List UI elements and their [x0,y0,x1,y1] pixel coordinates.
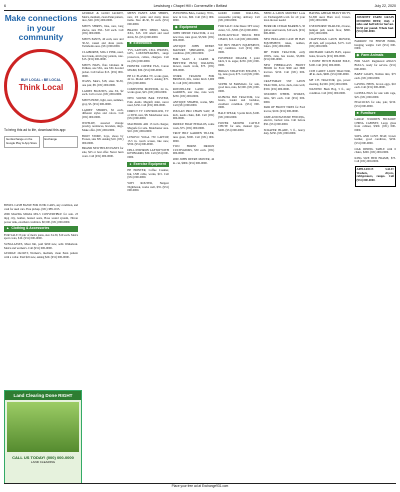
page-header [4,2,396,11]
listing: JEANS, Men's, $18, sizes 36-30, one pair, $8. (931) 000-0000. [82,79,124,88]
listing: POULAN PRO CHAIN SAW, 18 inch, needs chain, $40. Call (931) 000-0000. [172,108,215,121]
app-store-badge[interactable]: Get Exchange on the Google Play & App Store [4,136,40,147]
listing: MEN'S PANTS AND SHIRTS, new, 2X pants and many more items. Size 40-30, $5 each. (931) 000-0000. [127,11,169,26]
section-header-farm-animals: ◆ Farm Animals [355,53,396,58]
listing: TROY BILT GARDEN TILLER, runs great, $500. Call (931) 000-0000. [172,131,215,143]
boxed-listing [355,166,396,187]
listing: MEN'S HOSE, light, new, summer, gray, $5. (931) 000-0000. [82,98,124,106]
listing: SCRAPER BLADE, 5 ft., heavy duty, $250. (931) 000-0000. [263,127,306,136]
listing: LADIES' SHORTS, $5 each, different styles and colors. Call (931) 000-0000. [82,107,124,119]
listing: FARROW TO FINISH PORK, hanging weight. Call (931) 000-0000. [354,39,396,51]
listing: PRINTER COPIER FAX, Canon MX490, $30. (931) 000-0000. [127,64,169,72]
land-clearing-ad [4,390,82,484]
listing: LIME AND PASTURE FENCING, electric, barbed wire. Call before $50. (931) 000-0000. [263,114,306,126]
listing: ROTOTILLER LAND AND GARDEN, rear tine, runs well, $250. (931) 000-0000. [172,86,215,98]
listing: FOR SALE: 8 pair of men's jeans, size 34-30, $10 each. Men's sport coats, $10. (931) 000-0000. [4,232,78,241]
listing: HP PRINTER, Coffee Counter, Ink, USB cable, works, $15. Call (931) 000-0000. [127,168,169,180]
listing: CLAIBORNE, MIG 2 PINK, used, lace break, stitch gray pattern, cute. $15. (931) 000-0000. [82,49,124,62]
listing: LADIES BLOUSES, size 3X, $2 each. Call or text. (931) 000-0000. [82,88,124,97]
listing: JEWELRY, assorted vintage jewelry, necklaces, bracelets, rings. Make offer. (931) 000-0000. [82,120,124,132]
listing: TVS, LAPTOPS, CELL PHONES, GPS, LOUDSPEAKERS, surge protectors, cables, chargers. Call us. (931) 000-0000. [127,47,169,63]
listing: MEN'S PANTS, 40 each, new and 30-32, casual and dress pants. Tullahoma area. (931) 000-0000. [82,36,124,49]
listing: APPLIANCE SALE! Washers, dryers, refrigerators, ranges. Call (931) 000-0000. [356,167,394,183]
listing: PUNCHING BAG, Century, 70 lb., new in box, $60. Call (931) 000-0000. [172,11,215,23]
listing: SUPER M FARMALL for sale, good tires, runs, $2,500. (931) 000-0000. [218,81,260,93]
app-download [4,136,78,147]
ad-title: Land Clearing Done RIGHT [5,391,81,400]
listing: ORCHARD GRASS HAY, square bales, $4 each. (931) 000-0000. [309,49,351,58]
listing: GEORGE JACKET, Women's, medium, clean Penn pattern with a collar. Paid $45 new, asking $20. (931) 000-0000. [4,251,78,259]
listing: GUINEA PIGS for sale with cage, $25. (931) 000-0000. [354,91,396,99]
think-local-badge [4,49,78,123]
listing: MEN'S HATS, flats lolidaers & Pelikan, one 5XL, one 3XL hooded jacket. Call before $15. (931) 000-0000. [82,62,124,78]
listing: PEACOCKS for sale, pair, $150. (931) 000-0000. [354,100,396,108]
listing: WOODEN WHEEL SPOKES, rims, $25 each. Call (931) 000-0000. [263,92,306,104]
listing: 2006 MAZDA MIATA MX-5 CONVERTIBLE for sale. 23 mpg city, leather, heated seats, Bose sound system, Nitron power tank, excellent condition. $0,500. (931) 000-0000. [4,212,78,224]
shirt-icon: ▲ [6,226,10,231]
listing: WE BUY HEAVY EQUIPMENT, any condition. Call (931) 000-0000. [218,42,260,54]
tractor-icon: ◆ [174,24,178,29]
listing: HP LC PLASMA TV, works great, 42 in. Model 42PC3. Asking $75. (931) 000-0000. [127,73,169,85]
promo-note: To bring this ad to life, download this app: [4,127,67,132]
listing: NEED A LAWN MOWER? Look on Exchange931.com for all your lawn mower needs! [263,11,306,23]
listing: 3 POINT HITCH BOOM POLE, $100. Call (931) 000-0000. [309,59,351,67]
listing: GOOD CORD WALLING, reasonable pricing, delivery. Call (931) 000-0000. [218,11,260,23]
column-4 [173,12,214,484]
promo-title: Make connections in your community [4,13,78,43]
ad-phone[interactable]: CALL US TODAY! (000) 000-0000 [12,455,74,460]
listing: BRIGGS STRATTON ENGINE, 5 hp, runs good, $75. Call (931) 000-0000. [218,68,260,80]
page-date: July 22, 2020 [374,4,396,8]
listing: CRAFTSMAN 5XT LAWN TRACTOR, 42 in. deck, runs well, $350. (931) 000-0000. [263,79,306,91]
listing: NEW SOUND BAR SYSTEM, Polk Audio Magnifi mini, never used, $150. Call (931) 000-0000. [127,96,169,108]
column-8 [355,12,396,484]
boxed-listing [355,14,396,38]
tv-icon: ■ [129,41,132,46]
dumbbell-icon: ● [129,161,132,166]
column-5 [218,12,259,484]
listing: MEN'S SHIRTS, blue, new, long sleeve, size 3XL. $10 each. Call (931) 000-0000. [82,23,124,36]
section-header-furniture: ■ Furniture [355,111,396,116]
listing: BALE SPEAR, 3 point hitch, $100. (931) 000-0000. [218,111,260,119]
listing: ANTIQUE SHAPER, works, $80. Call (931) 000-0000. [172,99,215,108]
listing: SUNGLASSES, Maui Jim, paid $299 new, sells Walkabout. Men's and women's. Call (931) 000-0000. [4,241,78,250]
listing: KING SIZE BED FRAME, $75. Call (931) 000-0000. [354,155,396,164]
listing: DELL INSPIRON LAPTOP WITH KEYBOARD, $30. Call (931) 000-0000. [127,147,169,160]
column-3 [127,12,168,484]
listing: DUNCANVILLE TRUCK BED CHAIN, $15. Call (931) 000-0000. [218,33,260,41]
listing: CUB CADET LAWN TRACTOR, 48 in. deck, $900. (931) 000-0000. [309,68,351,77]
badge-top-text: BUY LOCAL • BE LOCAL [20,78,62,83]
column-7 [309,12,350,484]
listing: BABY GOATS, Nubian mix, $75 each. (931) 000-0000. [354,72,396,80]
column-2 [82,12,123,484]
listing: ANTIQUE JOHN DEERE MANURE SPREADER, good condition. (931) 000-0000. [172,44,215,56]
page-number: 6 [4,4,6,8]
listing: KUBOTA B26 TRACTOR, low hours, loader and backhoe, excellent condition. (931) 000-0000. [218,94,260,110]
listing: BOOT STORE, boys, shoes by Frozen, size 8/8. Asking $10. (931) 000-0000. [82,133,124,145]
column-6 [264,12,305,484]
listing: CRAFTSMAN LAWN MOWER, 20 inch, self propelled, $175. Call (931) 000-0000. [309,36,351,49]
listing: PADDLE BOAT PEDALOS, some work, $75. (931) 000-0000. [172,121,215,130]
listing: POWER MOWER CATTLE CHUTE for sale, manual type. $200. (931) 000-0000. [218,120,260,132]
listing: BRAND NEW SHIRT, Men's, XXL, $15. 100 small and used shirts, $5. (931) 000-0000. [127,27,169,39]
think-local-promo [4,14,78,204]
section-header-exercise: ● Exercise Equipment [127,162,168,167]
listing: DIRECT TV CONTROLLER, TV or DVR, new, $8. Manchester area. (931) 000-0000. [127,108,169,121]
sofa-icon: ■ [356,110,359,115]
listing: BURR OR CEDAR BARRELS, 50 gallon steel barrels, $10 each. (931) 000-0000. [263,23,306,36]
listing: SOFA AND LOVE SEAT, brown leather, good condition, $250. (931) 000-0000. [354,133,396,145]
listing: NEW HOLLAND CASE IH HAY EQUIPMENT, rakes, tedders, balers. (931) 000-0000. [263,36,306,49]
ad-sub: LAND CLEARING [30,460,56,464]
listing: NEW FIBERGLASS FRONT HOOD for Ford 3000 and 3600 tractors. $150. Call (931) 000-0000. [263,62,306,78]
listing: WANTED: Bush Hog, 5 ft., any condition. Call (931) 000-0000. [309,87,351,95]
listing: MF 135 TRACTOR, gas, power steering, $4,500. (931) 000-0000. [309,78,351,86]
section-header-equipment: ◆ Equipment [173,25,214,30]
listing: TWO HORSE DRAWN CULTIVATORS, $50 each. (931) 000-0000. [172,144,215,156]
excavator-image [7,402,79,452]
listing: 2000 JOHN DEERE MOWER, 42 in. cut, $900. (931) 000-0000. [172,157,215,165]
listing: PAIR OF FRONT TIRES for Ford tractor, $100. (931) 000-0000. [263,105,306,113]
listing: JOHN DEERE TRACTOR, 4 wd, new tires, runs great, $3,500. (931) 000-0000. [172,31,215,43]
listing: MF FORD TRACTOR, early 1950's, runs, has loader, $3,000. (931) 000-0000. [263,49,306,62]
listing: LAYING HENS, brown eggs, $10 each. Call (931) 000-0000. [354,81,396,90]
listing: BRAND NEW HELEN PANTS for sale, $25 or best offer. Never been worn. Call (931) 000-0000. [82,146,124,158]
badge-main-text: Think Local [18,83,64,93]
cow-icon: ◆ [356,52,360,57]
listing: LENOVO YOGA 730 LAPTOP, 13.3 in. touch screen, like new, $350. (931) 000-0000. [127,134,169,147]
listing: JOURNEY FARM GRAIN FINISHED BEEF, Only 2 sides and half left for harvest. $4.50 per pound. Whole beef. (931) 000-0000. [356,15,394,34]
listing: COMPUTER MONITOR, 24 in., works great, $25. (931) 000-0000. [127,86,169,95]
listing: WIFI ROUTER, Netgear Nighthawk, works well, $35. (931) 000-0000. [127,181,169,193]
listing: POSTHOLE DIGGER, 3 point hitch, 9 in. auger, $250. (931) 000-0000. [218,55,260,67]
listing: USED HORSE TRAILER, 2 horse, bumper pull, needs floor, $800. (931) 000-0000. [309,23,351,36]
listing: FOR SALE: Registered ANGUS BULLS, ready for service. (931) 000-0000. [354,59,396,71]
listing: FOR SALE: John Deere 3PT rotary cutter, 5 ft., $500. (931) 000-0000. [218,23,260,32]
listing: LARGE WOODEN HICKORY CHINA CABINET, Large glass front cabinet, $300. (931) 000-0000. [354,116,396,132]
listing: FOR SALE: 4 CARDS & BRYSTER HUSQ WALKING mower, needs work, $75. (931) 000-0000. [172,57,215,72]
page-footer: Place your free ad at Exchange931.com [4,483,396,490]
listing: BISSEL CASH BASSE FOR JUNK CARS, any condition, and cash for used cars. Free pickup. (931) 388-1015. [4,203,78,211]
listing: OAK DINING TABLE with 6 chairs, $200. (931) 000-0000. [354,146,396,155]
listing: GEORGE & GOLD JACKET, Men's, medium, clean Penn pattern, nice, $20. (931) 000-0000. [82,11,124,23]
exchange-logo: Exchange [43,136,79,147]
listing: MACBOOK AIR 13 inch charger, Magsafe for sale. Manchester area. $10. (931) 000-0000. [127,121,169,134]
listing: WORK TRAILER FOR BRONCO, lifts, trailer hitch 3,000 lb. Call (931) 000-0000. [172,73,215,85]
listing: HAVING AHEAD HEAVY DUTY, $1,500 used. Barn roof, brown. (931) 000-0000. [309,11,351,23]
section-header-clothing: ▲ Clothing & Accessories [4,226,78,231]
section-header-electronics: ■ Electronics [127,42,168,47]
paper-name: Lewisburg • Chapel Hill • Cornersville • Belfast [153,4,228,8]
